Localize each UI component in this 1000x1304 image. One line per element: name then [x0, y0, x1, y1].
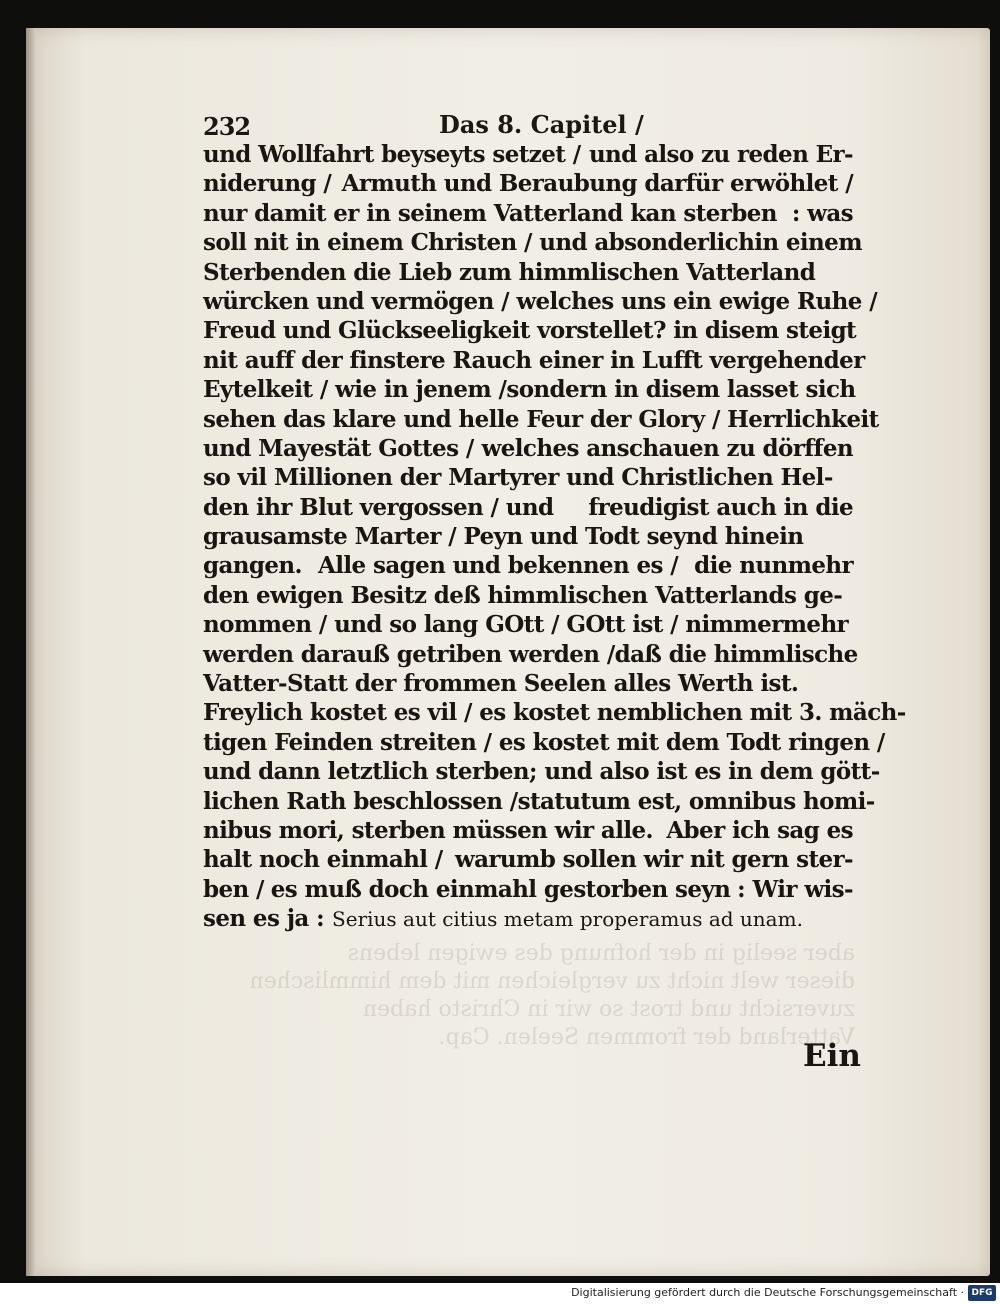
- text-line: [203, 728, 885, 757]
- bleed-through-text: [235, 940, 855, 1090]
- text-segment: so vil Millionen der Martyrer und Christlichen Hel-: [203, 464, 833, 492]
- text-segment: sen es ja :: [203, 905, 325, 933]
- text-segment: Vatter-Statt der frommen Seelen alles Werth ist.: [203, 670, 799, 698]
- bleed-line: zuversicht und trost so wir in Christo haben: [362, 997, 855, 1022]
- text-line: [203, 287, 878, 316]
- text-line: [203, 845, 853, 874]
- text-line-last: [203, 904, 853, 933]
- text-segment: statutum est, omnibus homi-: [517, 787, 875, 815]
- page-gutter-shadow: [26, 28, 36, 1276]
- text-line: [203, 581, 853, 610]
- text-segment: würcken und vermögen / welches uns ein ewige Ruhe /: [203, 287, 878, 315]
- text-segment: es muß doch einmahl gestorben seyn: [270, 875, 731, 903]
- text-line: [203, 787, 875, 816]
- text-segment: und dann letztlich sterben: [203, 758, 530, 786]
- latin-quotation: Serius aut citius metam properamus ad unam.: [332, 907, 803, 932]
- text-line: [203, 434, 853, 463]
- text-segment: und also zu reden Er-: [588, 141, 853, 168]
- text-line: [203, 551, 853, 580]
- text-segment: soll nit in einem Christen / und absonderlich: [203, 229, 755, 257]
- text-line: [203, 228, 862, 257]
- text-segment: Alle sagen und bekennen es /: [318, 552, 679, 580]
- text-segment: nommen / und so lang GOtt / GOtt ist / nimmermehr: [203, 611, 849, 639]
- text-segment: halt noch einmahl /: [203, 846, 443, 874]
- text-line: [203, 875, 853, 904]
- text-segment: ? in disem steigt: [652, 317, 857, 345]
- text-segment: den ihr Blut vergossen / und: [203, 493, 554, 521]
- text-segment: die nunmehr: [694, 552, 853, 580]
- text-line: [203, 140, 853, 169]
- text-segment: welches anschauen zu dörffen: [481, 434, 853, 462]
- text-segment: lichen Rath beschlossen /: [203, 787, 518, 815]
- text-segment: Aber ich sag es: [666, 816, 853, 844]
- text-line: [203, 522, 853, 551]
- text-line: [203, 757, 880, 786]
- text-segment: Freud und Glückseeligkeit vorstellet: [203, 317, 653, 345]
- text-line: [203, 169, 853, 198]
- text-line: [203, 493, 853, 522]
- text-segment: freudigist auch in die: [588, 493, 853, 521]
- text-segment: und Wollfahrt beyseyts setzet /: [203, 141, 581, 168]
- text-segment: nur damit er in seinem Vatterland kan sterben: [203, 199, 777, 227]
- text-segment: warumb sollen wir nit gern ster-: [454, 846, 853, 874]
- text-segment: niderung /: [203, 170, 332, 198]
- text-line: [203, 375, 856, 404]
- text-segment: : Wir wis-: [737, 875, 853, 903]
- bleed-line: Vatterland der frommen Seelen. Cap.: [438, 1025, 855, 1050]
- bleed-line: dieser welt nicht zu vergleichen mit dem himmlischen: [249, 969, 855, 994]
- text-line: [203, 316, 857, 345]
- text-segment: ben /: [203, 875, 264, 903]
- text-segment: grausamste Marter / Peyn und Todt seynd hinein: [203, 523, 804, 551]
- body-text: [203, 140, 906, 934]
- text-segment: Eytelkeit / wie in jenem /: [203, 376, 507, 404]
- page-number: 232: [203, 112, 251, 141]
- page-header: [203, 108, 853, 142]
- text-segment: Armuth und Beraubung darfür erwöhlet /: [341, 170, 853, 198]
- text-segment: daß die himmlische: [614, 640, 858, 668]
- text-segment: Sterbenden die Lieb zum himmlischen Vatterland: [203, 258, 816, 286]
- text-segment: werden darauß getriben werden /: [203, 640, 615, 668]
- text-segment: : was: [791, 199, 853, 227]
- text-line: [203, 640, 858, 669]
- text-line: [203, 258, 853, 287]
- running-title: Das 8. Capitel /: [439, 110, 644, 139]
- catchword: Ein: [803, 1038, 861, 1074]
- text-line: [203, 346, 865, 375]
- text-line: [203, 669, 853, 698]
- text-segment: Freylich kostet es vil / es kostet nemblichen mit 3. mäch-: [203, 699, 906, 727]
- text-segment: ; und also ist es in dem gött-: [529, 758, 880, 786]
- funding-credit: Digitalisierung gefördert durch die Deutsche Forschungsgemeinschaft ·: [571, 1286, 964, 1299]
- text-segment: tigen Feinden streiten / es kostet mit dem Todt ringen /: [203, 728, 885, 756]
- text-line: [203, 816, 853, 845]
- text-segment: und Mayestät Gottes /: [203, 434, 474, 462]
- dfg-logo: DFG: [968, 1285, 996, 1301]
- text-segment: sondern in disem lasset sich: [506, 376, 856, 404]
- text-segment: sehen das klare und helle Feur der Glory / Herrlichkeit: [203, 405, 879, 433]
- text-segment: nit auff der finstere Rauch einer in Lufft vergehender: [203, 346, 865, 374]
- text-segment: nibus mori, sterben müssen wir alle.: [203, 816, 653, 844]
- text-line: [203, 610, 853, 639]
- text-segment: den ewigen Besitz deß himmlischen Vatterlands ge-: [203, 581, 843, 609]
- text-line: [203, 698, 906, 727]
- bleed-line: aber seelig in der hofnung des ewigen lebens: [347, 941, 855, 966]
- text-segment: gangen.: [203, 552, 302, 580]
- text-line: [203, 199, 853, 228]
- text-segment: in einem: [754, 229, 862, 257]
- text-line: [203, 463, 853, 492]
- footer-bar: [0, 1283, 1000, 1304]
- text-line: [203, 405, 879, 434]
